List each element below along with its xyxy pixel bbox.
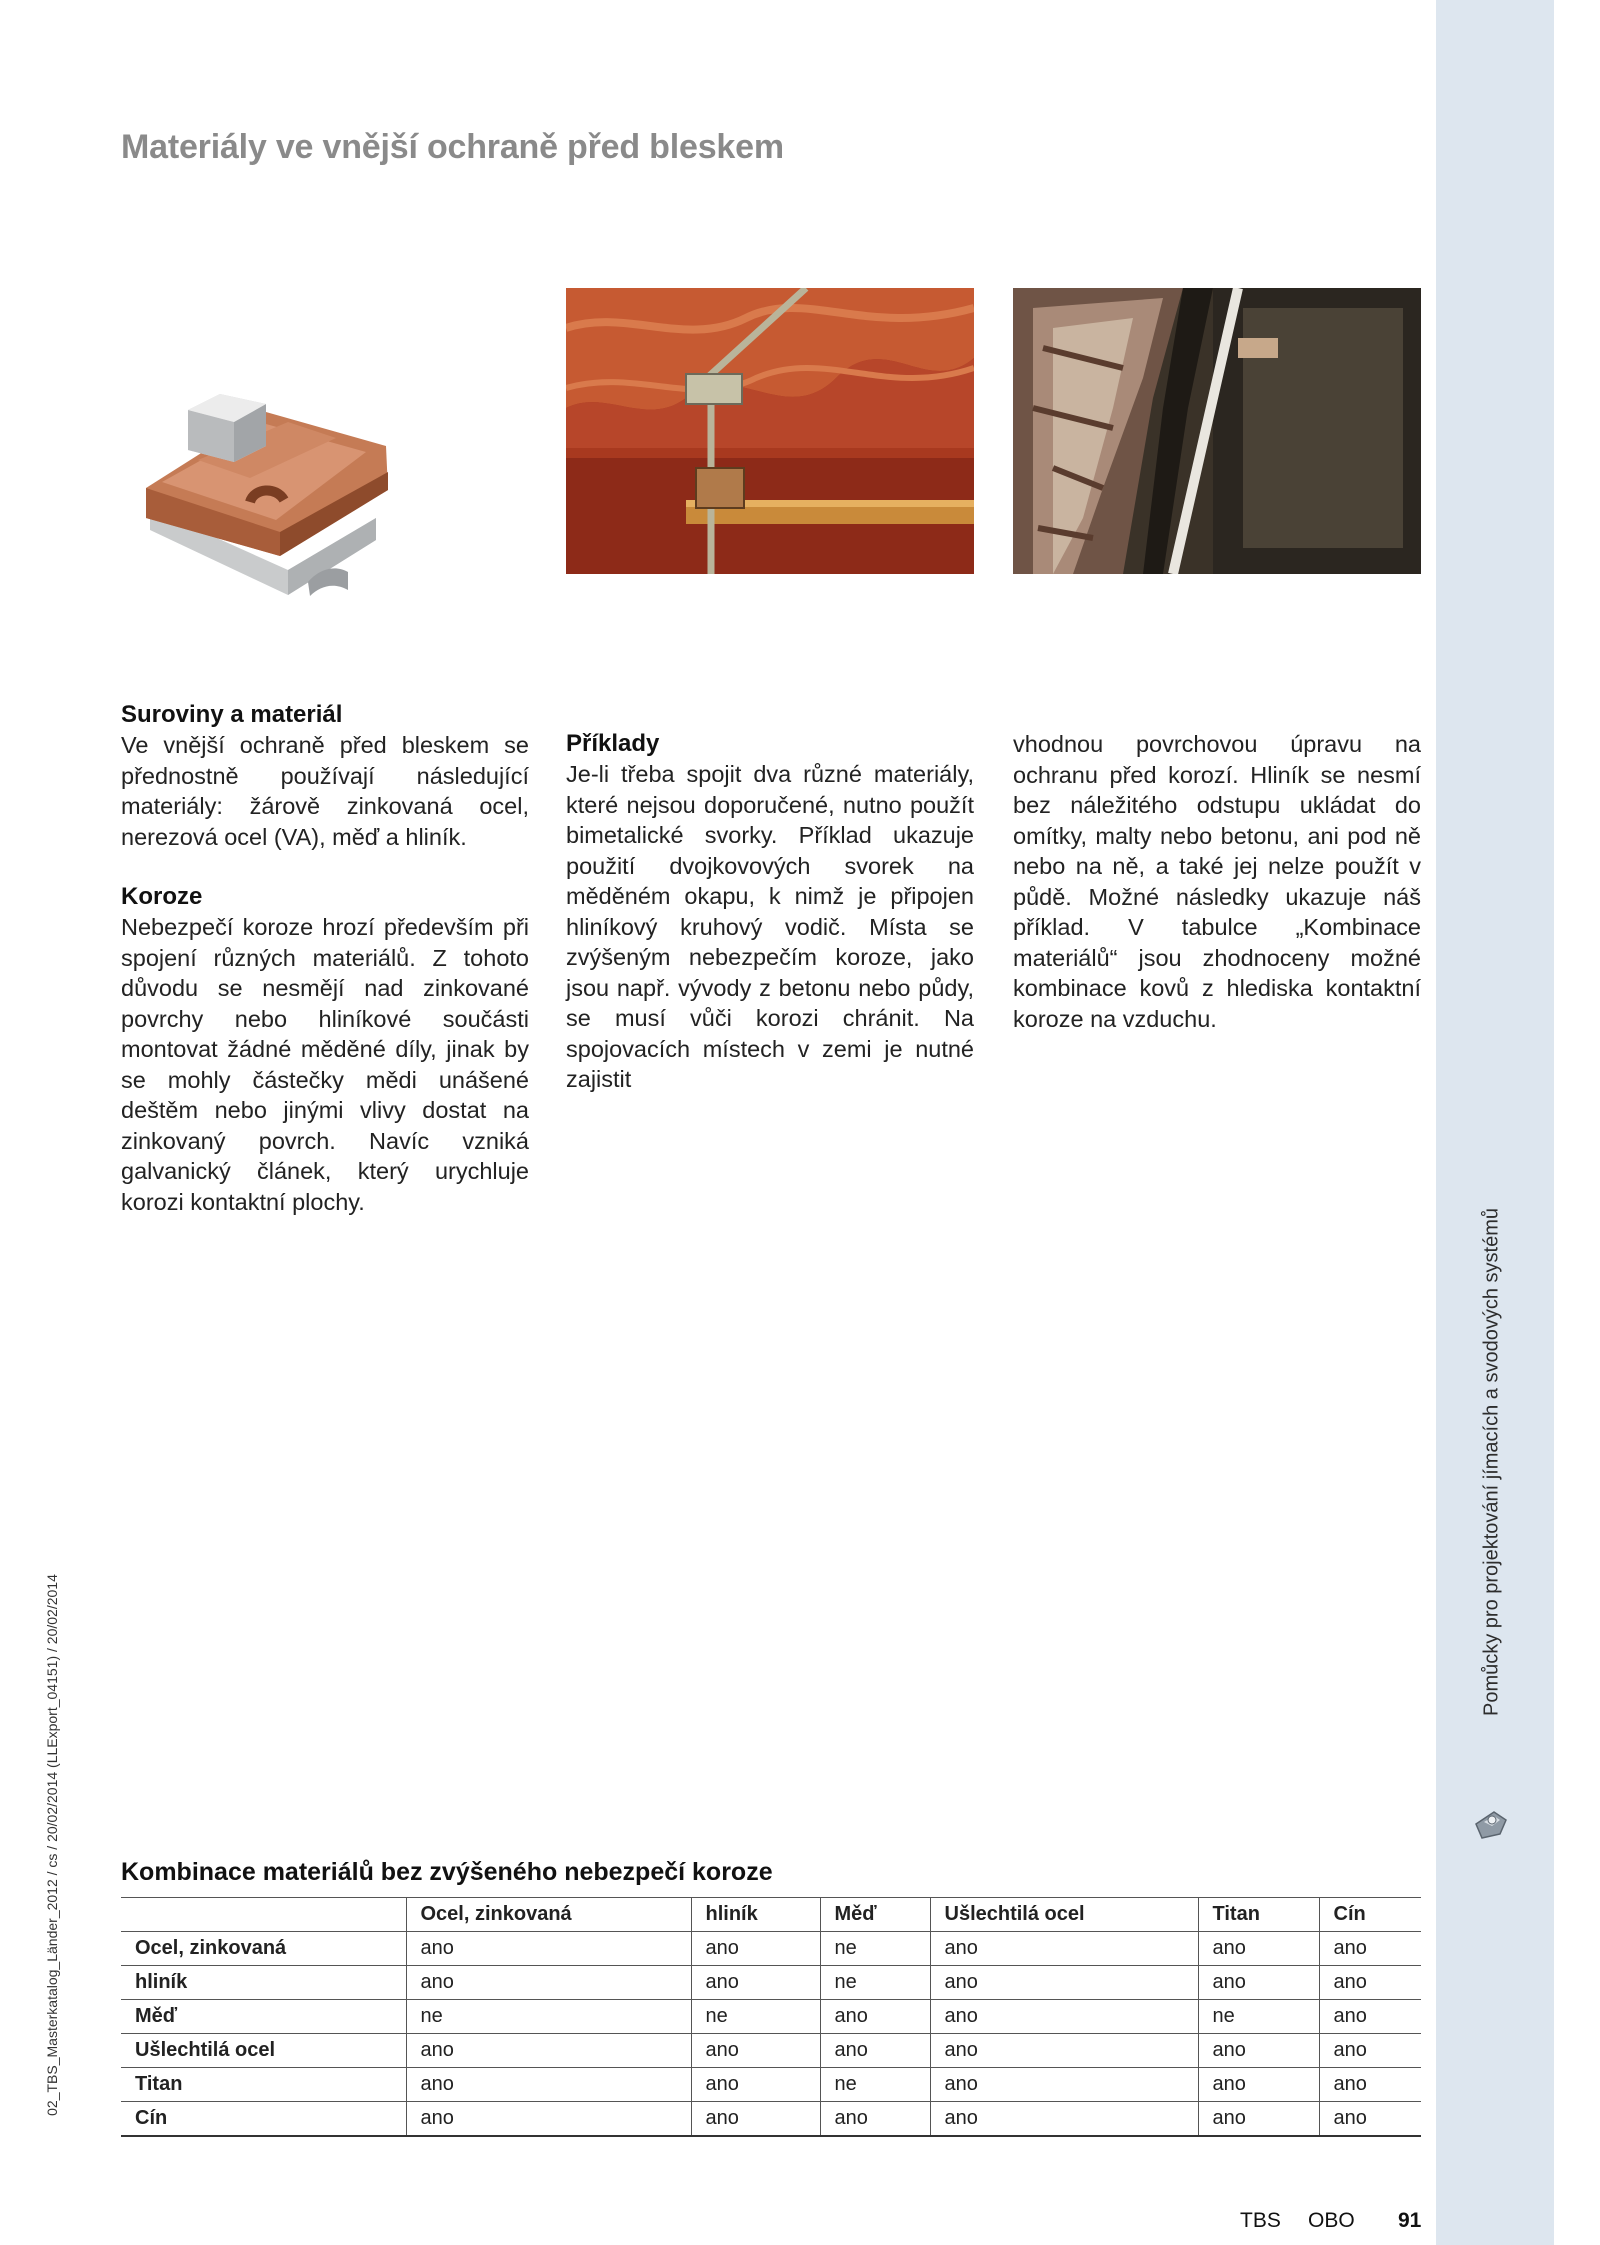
table-row <box>121 2034 1421 2068</box>
table-cell: ano <box>1198 2102 1319 2137</box>
table-row <box>121 1932 1421 1966</box>
page-number: 91 <box>1398 2209 1422 2232</box>
table-cell: ano <box>691 1932 820 1966</box>
table-cell: ne <box>691 2000 820 2034</box>
table-cell: ano <box>820 2102 930 2137</box>
table-row <box>121 2068 1421 2102</box>
table-cell: ano <box>1319 2102 1421 2137</box>
header-cell: Měď <box>820 1898 930 1932</box>
table-cell: ano <box>930 2034 1198 2068</box>
header-cell: Ušlechtilá ocel <box>930 1898 1198 1932</box>
heading-suroviny: Suroviny a materiál <box>121 701 343 728</box>
table-cell: ano <box>691 1966 820 2000</box>
table-header-row <box>121 1898 1421 1932</box>
table-cell: ne <box>820 1932 930 1966</box>
sidebar-band <box>1436 0 1554 2245</box>
row-label: Titan <box>121 2068 406 2102</box>
footer-brand-obo: OBO <box>1308 2209 1355 2232</box>
row-label: Cín <box>121 2102 406 2137</box>
copper-gutter-photo <box>566 288 974 574</box>
table-cell: ano <box>1198 1966 1319 2000</box>
table-cell: ano <box>930 1966 1198 2000</box>
table-cell: ne <box>820 1966 930 2000</box>
table-cell: ano <box>930 2102 1198 2137</box>
table-cell: ne <box>1198 2000 1319 2034</box>
heading-priklady: Příklady <box>566 730 660 757</box>
paragraph-koroze: Nebezpečí koroze hrozí především při spojení různých materiálů. Z tohoto důvodu se nesmějí nad zinkované povrchy nebo hliníkové součásti montovat žádné měděné díly, jinak by se mohly částečky mědi unášené deštěm nebo jinými vlivy dostat na zinkovaný povrch. Navíc vzniká galvanický článek, který urychluje korozi kontaktní plochy. <box>121 914 529 1215</box>
table-row <box>121 2000 1421 2034</box>
table-cell: ano <box>1319 1932 1421 1966</box>
table-cell: ano <box>930 2068 1198 2102</box>
text-column-2 <box>566 729 974 1095</box>
heading-koroze: Koroze <box>121 883 203 910</box>
header-cell: Cín <box>1319 1898 1421 1932</box>
header-cell: Titan <box>1198 1898 1319 1932</box>
page-title: Materiály ve vnější ochraně před bleskem <box>121 128 784 166</box>
table-cell: ano <box>691 2068 820 2102</box>
table-cell: ano <box>820 2034 930 2068</box>
table-cell: ano <box>406 1932 691 1966</box>
corroded-wall-photo <box>1013 288 1421 574</box>
table-cell: ano <box>820 2000 930 2034</box>
header-cell: Ocel, zinkovaná <box>406 1898 691 1932</box>
header-cell <box>121 1898 406 1932</box>
sidebar-section-label: Pomůcky pro projektování jímacích a svodových systémů <box>1480 1208 1503 1716</box>
table-cell: ano <box>1319 2034 1421 2068</box>
table-cell: ano <box>1198 1932 1319 1966</box>
table-row <box>121 1966 1421 2000</box>
row-label: Ušlechtilá ocel <box>121 2034 406 2068</box>
text-column-3 <box>1013 729 1421 1034</box>
table-cell: ano <box>406 2068 691 2102</box>
bimetal-clamp-photo <box>138 350 510 628</box>
table-title: Kombinace materiálů bez zvýšeného nebezpečí koroze <box>121 1858 773 1886</box>
clamp-icon <box>1470 1804 1510 1844</box>
table-cell: ano <box>1198 2068 1319 2102</box>
table-cell: ano <box>406 1966 691 2000</box>
table-cell: ano <box>691 2034 820 2068</box>
table-row <box>121 2102 1421 2137</box>
table-cell: ano <box>1319 1966 1421 2000</box>
table-cell: ano <box>1198 2034 1319 2068</box>
table-cell: ano <box>930 2000 1198 2034</box>
table-cell: ano <box>1319 2000 1421 2034</box>
catalog-margin-note: 02_TBS_Masterkatalog_Länder_2012 / cs / 20/02/2014 (LLExport_04151) / 20/02/2014 <box>44 1574 60 2116</box>
row-label: Ocel, zinkovaná <box>121 1932 406 1966</box>
paragraph-continuation: vhodnou povrchovou úpravu na ochranu před korozí. Hliník se nesmí bez náležitého odstupu ukládat do omítky, malty nebo betonu, ani pod ně nebo na ně, a také jej nelze použít v půdě. Možné následky ukazuje náš příklad. V tabulce „Kombinace materiálů“ jsou zhodnoceny možné kombinace kovů z hlediska kontaktní koroze na vzduchu. <box>1013 731 1421 1032</box>
text-column-1 <box>121 700 529 1217</box>
paragraph-suroviny: Ve vnější ochraně před bleskem se přednostně používají následující materiály: žárově zinkovaná ocel, nerezová ocel (VA), měď a hliník. <box>121 732 529 850</box>
row-label: Měď <box>121 2000 406 2034</box>
table-cell: ano <box>406 2034 691 2068</box>
table-cell: ano <box>691 2102 820 2137</box>
table-cell: ano <box>1319 2068 1421 2102</box>
header-cell: hliník <box>691 1898 820 1932</box>
table-cell: ano <box>406 2102 691 2137</box>
table-cell: ne <box>820 2068 930 2102</box>
table-cell: ne <box>406 2000 691 2034</box>
materials-combination-table <box>121 1897 1421 2137</box>
footer-brand-tbs: TBS <box>1240 2209 1281 2232</box>
paragraph-priklady: Je-li třeba spojit dva různé materiály, které nejsou doporučené, nutno použít bimetalické svorky. Příklad ukazuje použití dvojkovových svorek na měděném okapu, k nimž je připojen hliníkový kruhový vodič. Místa se zvýšeným nebezpečím koroze, jako jsou např. vývody z betonu nebo půdy, se musí vůči korozi chránit. Na spojovacích místech v zemi je nutné zajistit <box>566 761 974 1092</box>
row-label: hliník <box>121 1966 406 2000</box>
table-cell: ano <box>930 1932 1198 1966</box>
